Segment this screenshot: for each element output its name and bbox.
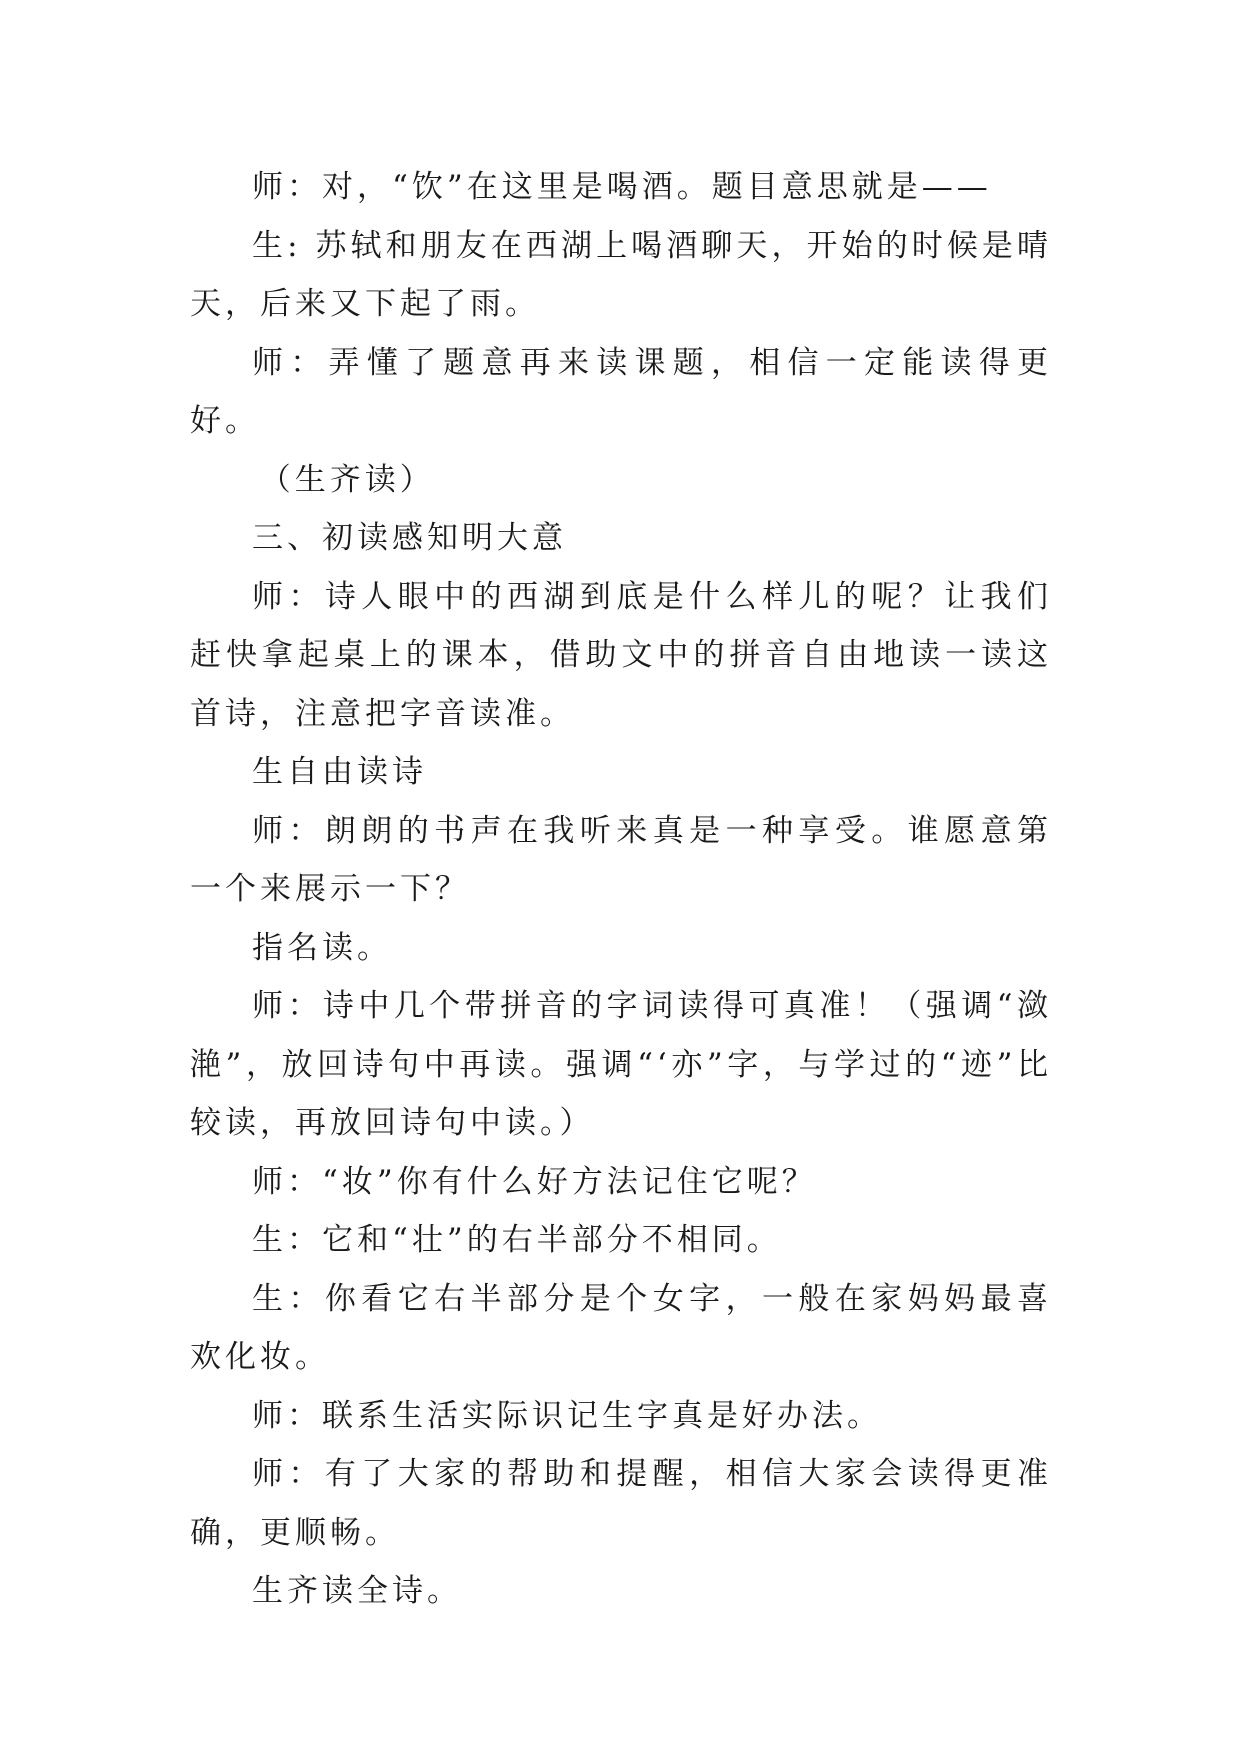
paragraph-teacher-zhuang-question: 师：“妆”你有什么好方法记住它呢？: [252, 1163, 817, 1200]
paragraph-teacher-encouragement: 师：有了大家的帮助和提醒，相信大家会读得更准确，更顺畅。: [190, 1456, 1052, 1551]
paragraph-students-read-whole-poem: 生齐读全诗。: [252, 1573, 462, 1609]
paragraph-teacher-good-method: 师：联系生活实际识记生字真是好办法。: [252, 1397, 882, 1434]
section-heading-first-reading: 三、初读感知明大意: [252, 520, 567, 556]
paragraph-students-free-reading: 生自由读诗: [252, 754, 427, 790]
paragraph-student-zhuang-answer-2: 生：你看它右半部分是个女字，一般在家妈妈最喜欢化妆。: [190, 1280, 1052, 1375]
document-body: [190, 158, 1052, 1621]
paragraph-student-zhuang-answer-1: 生：它和“壮”的右半部分不相同。: [252, 1222, 782, 1258]
paragraph-teacher-west-lake-question: 师：诗人眼中的西湖到底是什么样儿的呢？让我们赶快拿起桌上的课本，借助文中的拼音自由地读一读这首诗，注意把字音读准。: [190, 578, 1052, 732]
paragraph-student-title-explanation: 生: 苏轼和朋友在西湖上喝酒聊天，开始的时候是晴天，后来又下起了雨。: [190, 227, 1052, 322]
paragraph-teacher-invite-reading: 师：朗朗的书声在我听来真是一种享受。谁愿意第一个来展示一下？: [190, 812, 1052, 907]
paragraph-teacher-read-title: 师：弄懂了题意再来读课题，相信一定能读得更好。: [190, 344, 1052, 439]
paragraph-named-reading: 指名读。: [252, 929, 392, 966]
paragraph-teacher-title-meaning: 师：对，“饮”在这里是喝酒。题目意思就是——: [252, 169, 992, 205]
paragraph-students-read-together: （生齐读）: [259, 461, 435, 498]
paragraph-teacher-pronunciation-praise: 师：诗中几个带拼音的字词读得可真准！（强调“潋滟”，放回诗句中再读。强调“‘亦”字，与学过的“迹”比较读，再放回诗句中读。）: [190, 988, 1052, 1141]
